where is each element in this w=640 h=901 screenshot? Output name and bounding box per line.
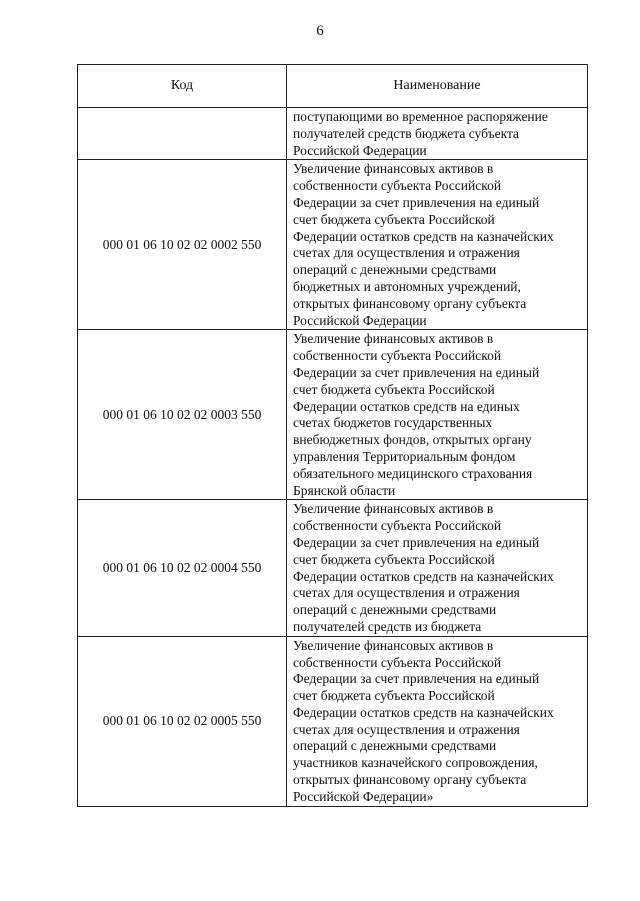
table-row xyxy=(78,636,588,806)
name-line: Увеличение финансовых активов в xyxy=(293,637,494,653)
name-line: Федерации остатков средств на казначейских xyxy=(293,704,554,720)
name-line: операций с денежными средствами xyxy=(293,602,497,618)
name-line: Федерации за счет привлечения на единый xyxy=(293,534,540,550)
name-line: собственности субъекта Российской xyxy=(293,654,502,670)
name-line: Увеличение финансовых активов в xyxy=(293,501,494,517)
budget-codes-table xyxy=(77,64,588,807)
name-line: получателей средств бюджета субъекта xyxy=(293,125,520,141)
name-line: операций с денежными средствами xyxy=(293,262,497,278)
name-line: счет бюджета субъекта Российской xyxy=(293,688,495,704)
code-cell: 000 01 06 10 02 02 0003 550 xyxy=(78,330,287,500)
name-line: операций с денежными средствами xyxy=(293,738,497,754)
name-line: обязательного медицинского страхования xyxy=(293,465,533,481)
code-cell xyxy=(78,108,287,160)
name-cell xyxy=(287,160,588,330)
name-line: счетах для осуществления и отражения xyxy=(293,585,520,601)
header-name: Наименование xyxy=(287,65,588,108)
name-line: поступающими во временное распоряжение xyxy=(293,109,548,124)
name-line: собственности субъекта Российской xyxy=(293,518,502,534)
code-cell: 000 01 06 10 02 02 0004 550 xyxy=(78,500,287,636)
table-row xyxy=(78,160,588,330)
name-line: Брянской области xyxy=(293,482,396,498)
page-number: 6 xyxy=(316,23,324,39)
name-line: внебюджетных фондов, открытых органу xyxy=(293,432,532,448)
code-cell: 000 01 06 10 02 02 0002 550 xyxy=(78,160,287,330)
name-line: участников казначейского сопровождения, xyxy=(293,755,538,771)
name-line: Российской Федерации xyxy=(293,312,427,328)
name-line: Федерации остатков средств на казначейских xyxy=(293,568,554,584)
name-line: Федерации остатков средств на казначейских xyxy=(293,228,554,244)
code-cell: 000 01 06 10 02 02 0005 550 xyxy=(78,636,287,806)
name-line: открытых финансовому органу субъекта xyxy=(293,295,527,311)
name-line: Федерации за счет привлечения на единый xyxy=(293,364,540,380)
name-line: Российской Федерации» xyxy=(293,788,434,804)
name-line: получателей средств из бюджета xyxy=(293,618,482,634)
table-row xyxy=(78,108,588,160)
name-line: собственности субъекта Российской xyxy=(293,348,502,364)
name-line: счет бюджета субъекта Российской xyxy=(293,211,495,227)
name-line: Увеличение финансовых активов в xyxy=(293,331,494,347)
name-line: счет бюджета субъекта Российской xyxy=(293,551,495,567)
name-line: счетах бюджетов государственных xyxy=(293,415,493,431)
name-line: бюджетных и автономных учреждений, xyxy=(293,278,521,294)
name-line: Российской Федерации xyxy=(293,142,427,158)
name-line: счет бюджета субъекта Российской xyxy=(293,381,495,397)
name-line: счетах для осуществления и отражения xyxy=(293,245,520,261)
name-cell xyxy=(287,500,588,636)
name-line: открытых финансовому органу субъекта xyxy=(293,772,527,788)
table-header-row xyxy=(78,65,588,108)
name-cell xyxy=(287,108,588,160)
name-line: Федерации за счет привлечения на единый xyxy=(293,194,540,210)
name-line: собственности субъекта Российской xyxy=(293,178,502,194)
table-row xyxy=(78,330,588,500)
name-line: Увеличение финансовых активов в xyxy=(293,161,494,177)
header-code: Код xyxy=(78,65,287,108)
name-cell xyxy=(287,330,588,500)
name-line: Федерации остатков средств на единых xyxy=(293,398,520,414)
name-line: Федерации за счет привлечения на единый xyxy=(293,671,540,687)
name-line: счетах для осуществления и отражения xyxy=(293,721,520,737)
name-line: управления Территориальным фондом xyxy=(293,448,516,464)
name-cell xyxy=(287,636,588,806)
table-row xyxy=(78,500,588,636)
